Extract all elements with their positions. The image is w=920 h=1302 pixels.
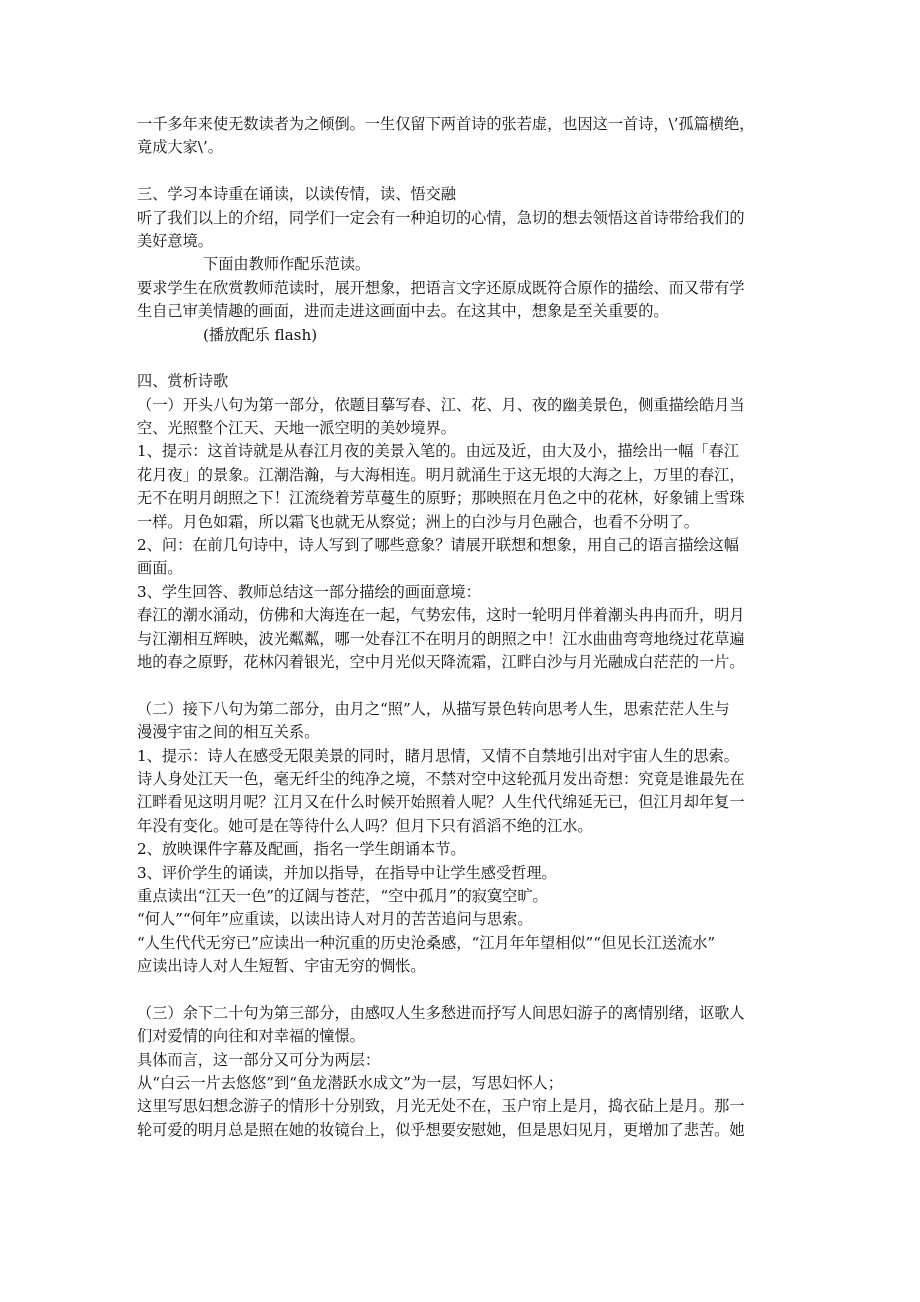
text-line: 漫漫宇宙之间的相互关系。 <box>137 723 320 742</box>
blank-line <box>137 160 787 183</box>
text-line: 3、评价学生的诵读，并加以指导，在指导中让学生感受哲理。 <box>137 863 557 882</box>
text-line: 下面由教师作配乐范读。 <box>203 255 371 274</box>
section-heading: 四、赏析诗歌 <box>137 372 229 391</box>
text-line: 轮可爱的明月总是照在她的妆镜台上，似乎想要安慰她，但是思妇见月，更增加了悲苦。她 <box>137 1120 745 1139</box>
blank-line <box>137 674 787 697</box>
text-line: 3、学生回答、教师总结这一部分描绘的画面意境： <box>137 582 481 601</box>
text-line: （三）余下二十句为第三部分，由感叹人生多愁进而抒写人间思妇游子的离情别绪，讴歌人 <box>137 1003 745 1022</box>
text-line: 生自己审美情趣的画面，进而走进这画面中去。在这其中，想象是至关重要的。 <box>137 302 669 321</box>
section-heading: 三、学习本诗重在诵读，以读传情，读、悟交融 <box>137 185 456 204</box>
text-line: 重点读出“江天一色”的辽阔与苍茫，“空中孤月”的寂寞空旷。 <box>137 886 548 905</box>
text-line: 具体而言，这一部分又可分为两层： <box>137 1050 380 1069</box>
text-line: 应读出诗人对人生短暂、宇宙无穷的惆怅。 <box>137 957 426 976</box>
text-line: （一）开头八句为第一部分，依题目摹写春、江、花、月、夜的幽美景色，侧重描绘皓月当 <box>137 395 745 414</box>
text-line: 1、提示：这首诗就是从春江月夜的美景入笔的。由远及近，由大及小，描绘出一幅「春江 <box>137 442 739 461</box>
text-line: (播放配乐 flash) <box>203 325 318 344</box>
text-line: “何人”“何年”应重读，以读出诗人对月的苦苦追问与思索。 <box>137 910 533 929</box>
text-line: 2、问：在前几句诗中，诗人写到了哪些意象？请展开联想和想象，用自己的语言描绘这幅 <box>137 536 739 555</box>
text-line: 们对爱情的向往和对幸福的憧憬。 <box>137 1027 365 1046</box>
text-line: 画面。 <box>137 559 183 578</box>
text-line: 2、放映课件字幕及配画，指名一学生朗诵本节。 <box>137 840 466 859</box>
blank-line <box>137 978 787 1001</box>
text-line: 一千多年来使无数读者为之倾倒。一生仅留下两首诗的张若虚，也因这一首诗，\’孤篇横绝， <box>137 115 755 133</box>
text-line: 一样。月色如霜，所以霜飞也就无从察觉；洲上的白沙与月色融合，也看不分明了。 <box>137 512 699 531</box>
text-line: 美好意境。 <box>137 231 213 250</box>
text-line: 要求学生在欣赏教师范读时，展开想象，把语言文字还原成既符合原作的描绘、而又带有学 <box>137 278 745 297</box>
text-line: 年没有变化。她可是在等待什么人吗？但月下只有滔滔不绝的江水。 <box>137 816 593 835</box>
text-line: 从“白云一片去悠悠”到“鱼龙潜跃水成文”为一层，写思妇怀人； <box>137 1074 563 1093</box>
text-line: 与江潮相互辉映，波光粼粼，哪一处春江不在明月的朗照之中！江水曲曲弯弯地绕过花草遍 <box>137 629 745 648</box>
text-line: 1、提示：诗人在感受无限美景的同时，睹月思情，又情不自禁地引出对宇宙人生的思索。 <box>137 746 739 765</box>
text-line: “人生代代无穷已”应读出一种沉重的历史沧桑感，“江月年年望相似”“但见长江送流水” <box>137 933 716 952</box>
document-body <box>137 113 787 1142</box>
text-line: 空、光照整个江天、天地一派空明的美妙境界。 <box>137 419 456 438</box>
text-line: 地的春之原野，花林闪着银光，空中月光似天降流霜，江畔白沙与月光融成白茫茫的一片。 <box>137 652 745 671</box>
text-line: 江畔看见这明月呢？江月又在什么时候开始照着人呢？人生代代绵延无已，但江月却年复一 <box>137 793 745 812</box>
text-line: 这里写思妇想念游子的情形十分别致，月光无处不在，玉户帘上是月，捣衣砧上是月。那一 <box>137 1097 745 1116</box>
text-line: 春江的潮水涌动，仿佛和大海连在一起，气势宏伟，这时一轮明月伴着潮头冉冉而升，明月 <box>137 606 745 625</box>
text-line: 无不在明月朗照之下！江流绕着芳草蔓生的原野；那映照在月色之中的花林，好象铺上雪珠 <box>137 489 745 508</box>
blank-line <box>137 347 787 370</box>
text-line: 花月夜」的景象。江潮浩瀚，与大海相连。明月就涌生于这无垠的大海之上，万里的春江， <box>137 465 745 484</box>
text-line: 听了我们以上的介绍，同学们一定会有一种迫切的心情，急切的想去领悟这首诗带给我们的 <box>137 208 745 227</box>
text-line: 诗人身处江天一色，毫无纤尘的纯净之境，不禁对空中这轮孤月发出奇想：究竟是谁最先在 <box>137 769 745 788</box>
text-line: （二）接下八句为第二部分，由月之“照”人，从描写景色转向思考人生，思索茫茫人生与 <box>137 699 730 718</box>
text-line: 竟成大家\’。 <box>137 138 223 157</box>
